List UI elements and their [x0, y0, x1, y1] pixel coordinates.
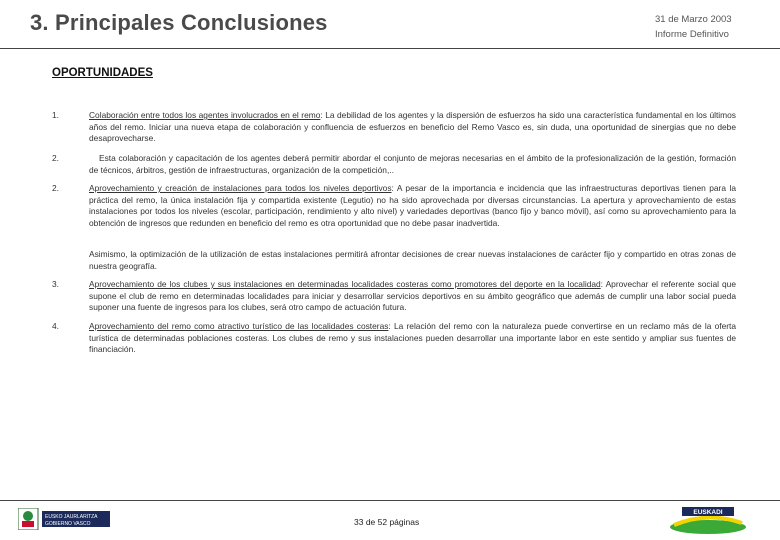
- item-lead: Aprovechamiento del remo como atractivo turístico de las localidades costeras: [89, 321, 389, 331]
- item-lead: Aprovechamiento de los clubes y sus instalaciones en determinadas localidades costeras como promotores del deporte en la localidad: [89, 279, 601, 289]
- item-rest: : La relación del remo con la naturaleza puede convertirse en un reclamo más de la oferta turística de determinadas poblaciones costeras. Los clubes de remo y sus instalaciones pueden desarrollar una importante labor en este sentido y ampliar sus fuentes de financiación.: [89, 321, 736, 354]
- svg-text:EUSKO JAURLARITZA: EUSKO JAURLARITZA: [45, 514, 98, 520]
- euskadi-logo: [668, 505, 748, 535]
- item-text: [89, 183, 736, 229]
- item-text: [89, 321, 736, 356]
- report-date: 31 de Marzo 2003: [655, 14, 732, 25]
- item-number: 2.: [52, 153, 59, 163]
- paragraph: Asimismo, la optimización de la utilización de estas instalaciones permitirá afrontar decisiones de crear nuevas instalaciones de carácter fijo y compartido en otras zonas de nuestra geografía.: [89, 249, 736, 271]
- list-item: [52, 183, 736, 229]
- report-type: Informe Definitivo: [655, 29, 729, 40]
- section-title: OPORTUNIDADES: [52, 67, 153, 79]
- item-lead: Aprovechamiento y creación de instalaciones para todos los niveles deportivos: [89, 183, 392, 193]
- footer-divider: [0, 500, 780, 501]
- list-item: [52, 321, 736, 356]
- item-rest: : La debilidad de los agentes y la dispersión de esfuerzos ha sido una característica fundamental en los últimos años del remo. Iniciar una nueva etapa de colaboración y confluencia de esfuerzos en beneficio del Remo Vasco es, sin duda, una oportunidad de sinergias que no debe desaprovecharse.: [89, 110, 736, 143]
- item-number: 3.: [52, 279, 59, 289]
- list-item: [52, 153, 736, 176]
- svg-text:EUSKADI: EUSKADI: [693, 509, 723, 516]
- item-rest: : Aprovechar el referente social que supone el club de remo en determinadas localidades para iniciar y desarrollar servicios deportivos en su ámbito geográfico que además de cumplir una labor social pueda suponer una fuente de ingresos para los clubes, será otro campo de actuación futura.: [89, 279, 736, 312]
- item-number: 4.: [52, 321, 59, 331]
- item-number: 2.: [52, 183, 59, 193]
- list-item: [52, 279, 736, 314]
- item-text: [89, 153, 736, 176]
- header-divider: [0, 48, 780, 49]
- page-number: 33 de 52 páginas: [354, 517, 420, 527]
- header-meta: [655, 12, 732, 42]
- gobierno-vasco-logo: [18, 508, 110, 530]
- item-number: 1.: [52, 110, 59, 120]
- item-text: [89, 279, 736, 314]
- svg-text:GOBIERNO VASCO: GOBIERNO VASCO: [45, 521, 91, 527]
- item-text: [89, 110, 736, 145]
- item-rest: : A pesar de la importancia e incidencia que las infraestructuras deportivas tienen para la práctica del remo, la única instalación fija y compartida existente (Legutio) no ha sido aprovechada por diversas circunstancias. La apertura y aprovechamiento de estas instalaciones por todos los niveles (escolar, participación, rendimiento y alto nivel) y variedades deportivas (banco fijo y banco móvil), así como su aprovechamiento para la obtención de ingresos que redunden en beneficio del remo es otra oportunidad que no debe pasar inadvertida.: [89, 183, 736, 228]
- page-title: 3. Principales Conclusiones: [30, 10, 328, 35]
- list-item: [52, 110, 736, 145]
- item-lead: Colaboración entre todos los agentes involucrados en el remo: [89, 110, 321, 120]
- item-rest: Esta colaboración y capacitación de los agentes deberá permitir abordar el conjunto de mejoras necesarias en el ámbito de la profesionalización de la gestión, formación de técnicos, árbitros, gestión de infraestructuras, organización de la competición,..: [89, 153, 736, 175]
